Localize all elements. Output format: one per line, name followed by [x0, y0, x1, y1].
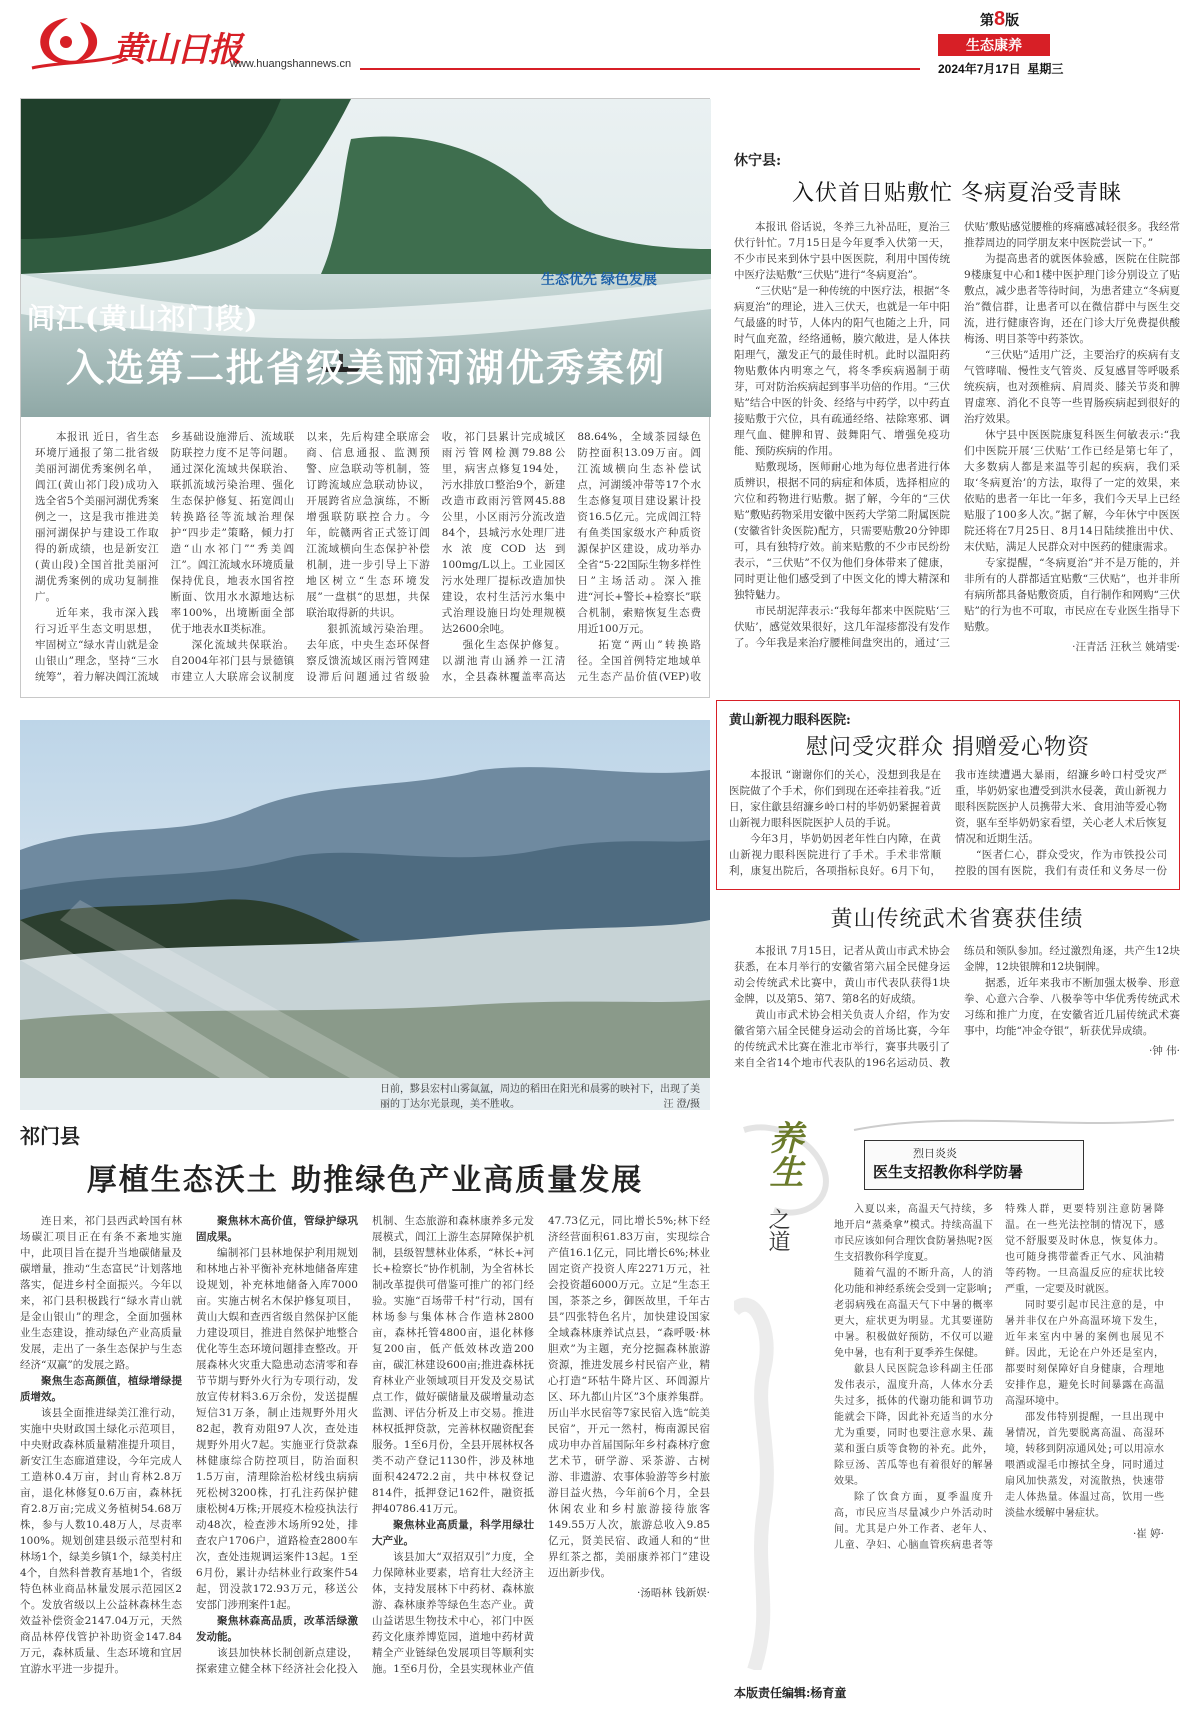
- martial-paragraph-1: 本报讯 7月15日，记者从黄山市武术协会获悉，在本月举行的安徽省第六届全民健身运动会传统武术比赛中，黄山市代表队获得1块金牌，以及第5、第7、第8名的好成绩。: [734, 945, 950, 1005]
- masthead-url[interactable]: www.huangshannews.cn: [230, 58, 352, 70]
- mist-photo-block: [20, 720, 710, 1110]
- photo-credit: 汪 澄/摄: [663, 1099, 700, 1110]
- lead-article: [20, 98, 710, 698]
- slogan-badge: 生态优先 绿色发展: [541, 271, 657, 287]
- section-badge: 生态康养: [938, 34, 1050, 56]
- xiuning-paragraph-3: 贴敷现场，医师耐心地为每位患者进行体质辨识，根据不同的病症和体质，选择相应的穴位和药物进行贴敷。据了解，今年的“三伏贴”敷贴药物采用安徽中医药大学第二附属医院(安徽省针灸医院)配方，只需要贴敷20分钟即可，具有独特疗效。前来贴敷的不少市民纷纷表示，“三伏贴”不仅为他们身体带来了健康，同时更让他们感受到了中医文化的博大精深和独特魅力。: [734, 461, 950, 601]
- masthead-rule: [360, 68, 920, 70]
- issue-date: 2024年7月17日 星期三: [938, 62, 1064, 76]
- health-banner: [864, 1140, 1084, 1190]
- xiuning-paragraph-2: “三伏贴”是一种传统的中医疗法，根据“冬病夏治”的理论，进入三伏天，也就是一年中阳气最盛的时节，人体内的阳气也随之上升，同时气血充盈，经络通畅，腠穴敞进，是人体扶阳理气，激发正气的最佳时机。此时以温阳药物贴敷体内明寒之气，将冬季疾病遏制于萌芽，可对防治疾病起到事半功倍的作用。“三伏贴”结合中医的针灸、经络与中药学，以中药直接贴敷于穴位，具有疏通经络、祛除寒邪、调理气血、健脾和胃、鼓舞阳气、增强免疫功能、预防疾病的作用。: [734, 285, 950, 457]
- xiuning-headline: 入伏首日贴敷忙 冬病夏治受青睐: [792, 181, 1122, 206]
- eye-paragraph-1: 本报讯 “谢谢你们的关心，没想到我是在医院做了个手术，你们到现在还牵挂着我。”近日，家住歙县绍濂乡岭口村的毕奶奶紧握着黄山新视力眼科医院医护人员的手说。: [729, 769, 941, 829]
- eye-hospital-article: [716, 700, 1180, 890]
- lead-headline: 入选第二批省级美丽河湖优秀案例: [65, 345, 666, 390]
- qimen-kicker: 祁门县: [20, 1124, 80, 1148]
- qimen-subhead-1: 聚焦生态高颜值，植绿增绿提质增效。: [20, 1375, 182, 1403]
- lead-paragraph-1: 本报讯 近日，省生态环境厅通报了第二批省级美丽河湖优秀案例名单，阊江(黄山祁门段)成功入选全省5个美丽河湖优秀案例之一，这是我市推进美丽河湖保护与建设工作取得的新成绩，也是新安江(黄山段)全国首批美丽河湖优秀案例的成功复制推广。: [35, 431, 159, 603]
- qimen-paragraph-5: 该县加大“双招双引”力度，全力保障林业要素，培育壮大经济主体，支持发展林下中药材、森林旅游、森林康养等绿色生态产业。黄山益诺思生物技术中心，祁门中医药文化康养博览园，道地中药材黄精全产业链绿色发展项目等顺利实施。1至6月份，全县实现林业产值47.73亿元，同比增长5%;林下经济经营面积61.83万亩，实现综合产值16.1亿元，同比增长6%;林业固定资产投资人库2271万元，社会投资超6000万元。立足“生态王国，茶茶之乡，御医故里，千年古县”四张特色名片，加快建设国家全域森林康养试点县，“森呼吸·林胆欢”为主题，充分挖掘森林旅游资源，推进发展乡村民宿产业，精心打造“环牯牛降片区、环阊源片区、环九都山片区”3个康养集群。历山半水民宿等7家民宿入选“皖美民宿”，开元一然村，梅南源民宿成功申办首届国际年乡村森林疗愈艺术节，研学游、采茶游、古树游、非遗游、农事体验游等乡村旅游目益火热，今年前6个月，全县休闲农业和乡村旅游接待旅客149.55万人次，旅游总收入9.85亿元，贤美民宿、政通人和的“世界红茶之都，美丽康养祁门”建设迈出新步伐。: [372, 1215, 710, 1675]
- xiuning-paragraph-8: 专家提醒，“冬病夏治”并不是万能的，并非所有的人群都适宜贴敷“三伏贴”，也并非所有病所都具备贴敷资质，自行制作和网购“三伏贴”的行为也不可取，市民应在专业医生指导下贴敷。: [964, 557, 1180, 633]
- xiuning-paragraph-5: 为提高患者的就医体验感，医院在住院部9楼康复中心和1楼中医护理门诊分别设立了贴敷点，减少患者等待时间，为患者建立“冬病夏治”微信群，让患者可以在微信群中与医生交流，进行健康咨询，还在门诊大厅免费提供酸梅汤、明目茶等中药茶饮。: [964, 253, 1180, 345]
- health-banner-top: 烈日炎炎: [913, 1147, 957, 1160]
- mist-photo: [20, 720, 710, 1078]
- qimen-paragraph-1: 连日来，祁门县西武岭国有林场碳汇项目正在有条不紊地实施中，此项目旨在提升当地碳储量及碳增量，推动“生态富民”计划落地落实，促进乡村全面振兴。今年以来，祁门县积极践行“绿水青山就是金山银山”的理念，全面加强林业生态建设，推动绿色产业高质量发展，走出了一条生态保护与生态经济“双赢”的发展之路。: [20, 1215, 182, 1371]
- newspaper-logo-icon: [28, 12, 123, 74]
- qimen-body: [20, 1213, 710, 1713]
- martial-byline: ·钟 伟·: [1148, 1045, 1180, 1057]
- qimen-subhead-4: 聚焦林业高质量，科学用绿壮大产业。: [372, 1519, 534, 1547]
- xiuning-paragraph-7: 休宁县中医医院康复科医生何敏表示:“我们中医院开展‘三伏贴’工作已经是第七年了，大多数病人都是来温等引起的疾病，我们采取‘冬病夏治’的方法，取得了一定的效果，来依贴的患者一年比一年多，我们今天早上已经贴服了100多人次。”据了解，今年休宁中医医院还将在7月25日、8月14日陆续推出中伏、末伏贴，满足人民群众对中医药的健康需求。: [964, 429, 1180, 553]
- xiuning-paragraph-4: 市民胡泥萍表示:“我每年都来中医院贴‘三伏贴’，感觉效果很好，这几年湿疹都没有发作了。今年我是来治疗腰椎间盘突出的，通过‘三伏贴’敷贴感觉腰椎的疼痛感减轻很多。我经常推荐周边的同学朋友来中医院尝试一下。”: [734, 221, 1180, 649]
- xiuning-paragraph-1: 本报讯 俗话说，冬养三九补品旺，夏治三伏行针忙。7月15日是今年夏季入伏第一天，不少市民来到休宁县中医医院，利用中国传统中医疗法贴敷“三伏贴”进行“冬病夏治”。: [734, 221, 950, 281]
- qimen-article: [20, 1120, 710, 1700]
- health-body: [834, 1202, 1164, 1652]
- health-paragraph-5: 同时要引起市民注意的是，中暑并非仅在户外高温环境下发生，近年来室内中暑的案例也展见不鲜。因此，无论在户外还是室内，都要时刻保障好自身健康，合理地安排作息，避免长时间暴露在高温高湿环境中。: [1005, 1300, 1164, 1407]
- lead-paragraph-4: 狠抓流域污染治理。去年底，中央生态环保督察反馈流域区雨污管网建设滞后问题通过省级验收，祁门县累计完成城区雨污管网检测79.88公里，病害点修复194处，污水排放口整治9个，新建改造市政雨污管网45.88公里，小区雨污分流改造84个，县城污水处理厂进水浓度COD达到100mg/L以上。工业园区污水处理厂提标改造加快建设，农村生活污水集中式治理设施日均处理规模达2600余吨。: [306, 431, 566, 683]
- health-paragraph-1: 入夏以来，高温天气持续，多地开启“蒸桑拿”模式。持续高温下市民应该如何合理饮食防暑热呢?医生支招教你科学度夏。: [834, 1204, 993, 1263]
- eye-body: [729, 767, 1167, 893]
- martial-paragraph-2: 黄山市武术协会相关负责人介绍，作为安徽省第六届全民健身运动会的首场比赛，今年的传统武术比赛在淮北市举行，赛事共吸引了来自全省14个地市代表队的196名运动员、教练员和领队参加。经过激烈角逐，共产生12块金牌，12块银牌和12块铜牌。: [734, 945, 1180, 1069]
- health-title-calligraphy: 养生: [763, 1120, 803, 1188]
- footer-editor: 本版责任编辑:杨育童: [734, 1686, 847, 1700]
- lead-paragraph-2: 近年来，我市深入践行习近平生态文明思想，牢固树立“绿水青山就是金山银山”理念，坚持“三水统筹”，着力解决阊江流域乡基础设施滞后、流域联防联控力度不足等问题。通过深化流域共保联治、联抓流域污染治理、强化生态保护修复、拓宽阊山转换路径等流域治理保护“四步走”策略，倾力打造“山水祁门”“秀美阊江”。阊江流域水环境质量保持优良，地表水国省控断面、饮用水水源地达标率100%，出境断面全部优于地表水Ⅱ类标准。: [35, 431, 295, 683]
- page-number-value: 8: [994, 8, 1006, 30]
- qimen-paragraph-3: 编制祁门县林地保护利用规划和林地占补平衡补充林地储备库建设规划，补充林地储备入库7000亩。实施古树名木保护修复项目，黄山大蜈和查西省级自然保护区能力建设项目，推进自然保护地整合优化等生态环境问题排查整改。开展森林火灾重大隐患动态清零和春节节期与野外火行为专项行动，发放宣传材料3.6万余份，发送提醒短信31万条，制止违规野外用火82起，教育劝阻97人次，查处违规野外用火7起。实施亚行贷款森林健康综合防控项目，防治面积1.5万亩，清理除治松材线虫病病死松树3200株，打孔注药保护健康松树4万株;开展疫木检疫执法行动48次，检查涉木场所92处，排查农户1706户，道路检查2800车次，查处违规调运案件13起。1至6月份，累计办结林业行政案件54起，罚没款172.93万元，移送公安部门涉刑案件1起。: [196, 1247, 358, 1611]
- lead-paragraph-5: 强化生态保护修复。以湖池青山涵养一江清水，全县森林覆盖率高达88.64%，全域茶园绿色防控面积13.09万亩。阊江流域横向生态补偿试点，河湖缓冲带等17个水生态修复项目建设累计投资16.5亿元。完成阊江特有鱼类国家级水产种质资源保护区建设，成功举办全省“5·22国际生物多样性日”主场活动。深入推进“河长+警长+检察长”联合机制，索赔恢复生态费用近100万元。: [441, 431, 701, 683]
- health-column: [734, 1110, 1180, 1670]
- lead-paragraph-6: 拓宽“两山”转换路径。全国首例特定地域单元生态产品价值(VEP)收: [577, 639, 701, 683]
- qimen-subhead-3: 聚焦林森高品质，改革活绿激发动能。: [196, 1615, 358, 1643]
- qimen-paragraph-2: 该县全面推进绿美江淮行动，实施中央财政国土绿化示范项目，中央财政森林质量精准提升项目，新安江生态廊道建设，今年完成人工造林0.4万亩，封山育林2.8万亩，退化林修复0.6万亩，森林抚育2.8万亩;完成义务植树54.68万株，参与人数10.48万人，尽责率100%。规划创建县级示范型村和林场1个，绿美乡镇1个，绿美村庄4个，自然科普教育基地1个，省级特色林业商品林量发展示范园区2个。发放省级以上公益林森林生态效益补偿资金2147.04万元，天然商品林停伐管护补助资金147.84万元，森林质量、生态环境和宜居宜游水平进一步提升。: [20, 1407, 182, 1675]
- martial-paragraph-3: 据悉，近年来我市不断加强太极拳、形意拳、心意六合拳、八极拳等中华优秀传统武术习练和推广力度，在安徽省近几届传统武术赛事中，均能“冲金夺银”，斩获优异成绩。: [964, 977, 1180, 1037]
- eye-kicker: 黄山新视力眼科医院:: [729, 713, 851, 728]
- health-paragraph-2: 随着气温的不断升高，人的消化功能和神经系统会受到一定影响;老弱病残在高温天气下中暑的概率更大，症状更为明显。尤其要谨防中暑。积极做好预防，不仅可以避免中暑，也有利于夏季养生保健。: [834, 1268, 993, 1359]
- xiuning-article: [734, 150, 1180, 690]
- xiuning-body: [734, 219, 1180, 689]
- eye-paragraph-3: “医者仁心，群众受灾，作为市铁投公司控股的国有医院，我们有责任和义务尽一份: [955, 849, 1167, 877]
- martial-headline: 黄山传统武术省赛获佳绩: [830, 907, 1084, 932]
- lead-kicker: 闾江(黄山祁门段): [27, 302, 259, 335]
- eye-paragraph-2: 今年3月，毕奶奶因老年性白内障，在黄山新视力眼科医院进行了手术。手术非常顺利，康复出院后，各项指标良好。6月下旬，我市连续遭遇大暴雨，绍濂乡岭口村受灾严重，毕奶奶家也遭受到洪水侵袭，黄山新视力眼科医院医护人员携带大米、食用油等爱心物资，驱车至毕奶奶家看望，关心老人术后恢复情况和近期生活。: [729, 769, 1167, 877]
- xiuning-kicker: 休宁县:: [734, 153, 782, 169]
- xiuning-byline: ·汪青活 汪秋兰 姚靖雯·: [1072, 641, 1180, 653]
- martial-arts-article: [734, 902, 1180, 1092]
- health-paragraph-3: 歙县人民医院急诊科副主任邵发伟表示，温度升高，人体水分丢失过多，抵体的代谢功能和调节功能就会下降，因此补充适当的水分尤为重要，同时也要注意水果、蔬菜和蛋白质等食物的补充。此外，除豆汤、苦瓜等也有着很好的解暑效果。: [834, 1364, 993, 1487]
- eye-headline: 慰问受灾群众 捐赠爱心物资: [806, 735, 1090, 760]
- lead-paragraph-3: 深化流域共保联治。自2004年祁门县与景德镇市建立人大联席会议制度以来，先后构建全联席会商、信息通报、监测预警、应急联动等机制，签订跨流域应急联动协议，开展跨省应急演练，不断增强联防联控合力。今年，皖赣两省正式签订阊江流域横向生态保护补偿机制，进一步引导上下游地区树立“生态环境发展”一盘棋“的思想，共保联治取得新的共识。: [170, 431, 430, 683]
- page-number: 第8版: [980, 8, 1020, 30]
- martial-body: [734, 943, 1180, 1093]
- health-paragraph-6: 邵发伟特别提醒，一旦出现中暑情况，首先要脱离高温、高湿环境，转移到阴凉通风处;可以用凉水喂酒或湿毛巾擦拭全身，同时通过扇风加快蒸发，对流散热，快速带走人体热量。体温过高，饮用一些淡盐水缓解中暑症状。: [1005, 1412, 1164, 1519]
- masthead: [20, 8, 1180, 80]
- photo-caption-text: 日前，黟县宏村山雾氤氲，周边的稻田在阳光和晨雾的映衬下，出现了美丽的丁达尔光景现，美不胜收。: [380, 1084, 700, 1110]
- health-banner-main: 医生支招教你科学防暑: [873, 1163, 1024, 1181]
- qimen-byline: ·汤晤林 钱新娱·: [636, 1587, 710, 1599]
- qimen-headline: 厚植生态沃土 助推绿色产业高质量发展: [86, 1163, 644, 1198]
- health-title-suffix: 之道: [765, 1208, 790, 1252]
- xiuning-paragraph-6: “三伏贴”适用广泛，主要治疗的疾病有支气管哮喘、慢性支气管炎、反复感冒等呼吸系统疾病，也对颈椎病、肩周炎、膝关节炎和脾胃虚寒、消化不良等一些胃肠疾病起到很好的治疗效果。: [964, 349, 1180, 425]
- health-byline: ·崔 婷·: [1132, 1528, 1164, 1540]
- qimen-subhead-2: 聚焦林木高价值，管绿护绿巩固成果。: [196, 1215, 358, 1243]
- photo-caption: [380, 1082, 700, 1112]
- lead-body: [35, 429, 701, 691]
- health-paragraph-4: 除了饮食方面，夏季温度升高，市民应当尽量减少户外活动时间。尤其是户外工作者、老年人、儿童、孕妇、心脑血管疾病患者等特殊人群，更要特别注意防暑降温。在一些光法控制的情况下，感觉不舒服要及时休息，恢复体力。也可随身携带藿香正气水、风油精等药物。一旦高温反应的症状比较严重，一定要及时就医。: [834, 1204, 1164, 1551]
- newspaper-logo-text: 黄山日报: [112, 30, 240, 70]
- qimen-paragraph-4: 该县加快林长制创新点建设，探索建立健全林下经济社会化投入机制、生态旅游和森林康养多元发展模式，阊江上游生态屏障保护机制，县级智慧林业体系，“林长+河长+检察长”协作机制，为全省林长制改革提供可借鉴可推广的祁门经验。实施“百场带千村”行动，国有林场参与集体林合作造林2800亩，森林托管4800亩，退化林修复200亩，低产低效林改造200亩，碳汇林建设600亩;推进森林抚育林业产业领域项目开发及交易试点工作，做好碳储量及碳增量动态监测、评估分析及上市交易。推进林权抵押贷款，完善林权融资配套服务。1至6月份，全县开展林权各类不动产登记1130件，涉及林地面积42472.2亩，共中林权登记814件，抵押登记162件，融资抵押40786.41万元。: [196, 1215, 534, 1675]
